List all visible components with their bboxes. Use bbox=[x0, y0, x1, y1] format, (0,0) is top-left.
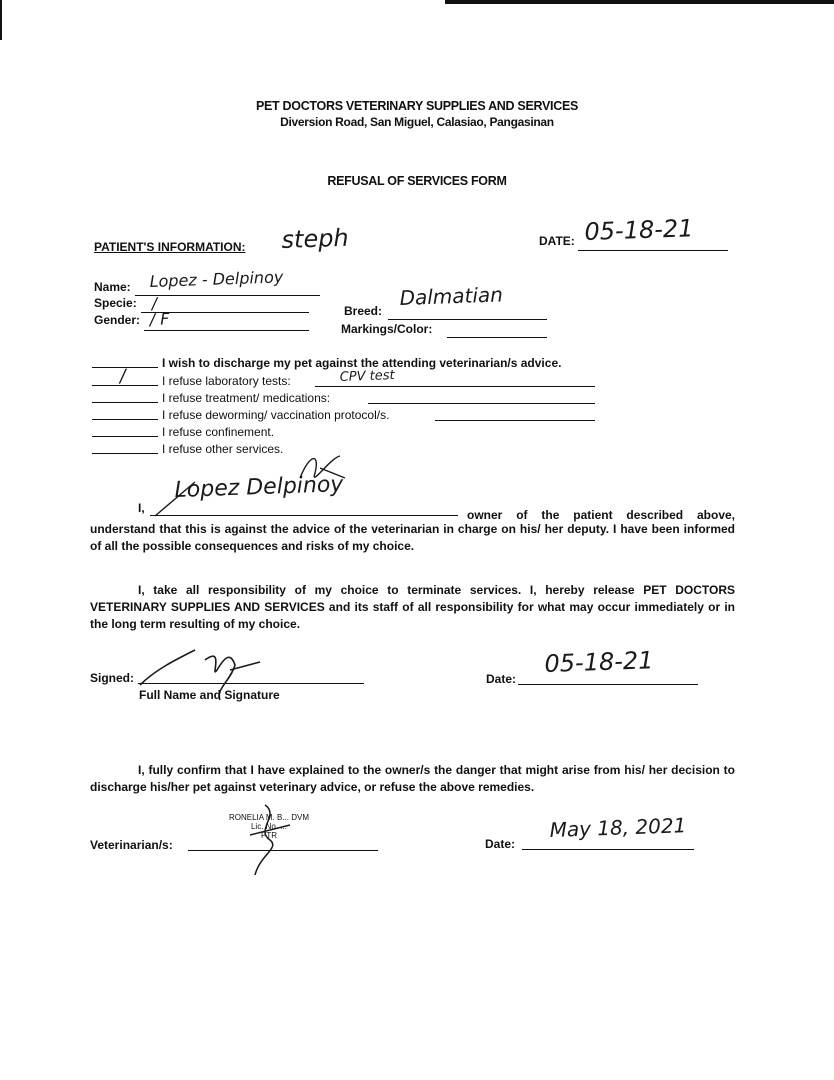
owner-suffix: owner of the patient described above, bbox=[467, 508, 735, 522]
signed-date-line bbox=[518, 684, 698, 685]
owner-name: Lopez Delpinoy bbox=[174, 472, 344, 503]
date-value: 05-18-21 bbox=[584, 214, 694, 246]
specie-label: Specie: bbox=[94, 296, 137, 310]
vet-stamp-name: RONELIA M. B... DVM bbox=[228, 813, 309, 822]
vet-signature bbox=[235, 800, 305, 880]
option-text: I wish to discharge my pet against the attending veterinarian/s advice. bbox=[162, 356, 562, 370]
signed-date-value: 05-18-21 bbox=[544, 646, 654, 678]
option-check-line bbox=[92, 419, 158, 420]
option-detail-line bbox=[368, 403, 595, 404]
option-text: I refuse treatment/ medications: bbox=[162, 391, 331, 405]
breed-label: Breed: bbox=[344, 304, 383, 318]
gender-value: / F bbox=[149, 309, 170, 329]
declaration-paragraph-2: I, take all responsibility of my choice to terminate services. I, hereby release PET DOCTORS VETERINARY SUPPLIES AND SERVICES and its staff of all responsibility for what may occur immediately or in the long term resulting of my choice. bbox=[90, 583, 735, 631]
vet-stamp-license: Lic. No. ... bbox=[250, 822, 287, 831]
patient-info-value: steph bbox=[281, 223, 350, 254]
scan-edge bbox=[445, 0, 834, 4]
breed-value: Dalmatian bbox=[399, 282, 504, 310]
option-text: I refuse confinement. bbox=[162, 425, 275, 439]
vet-date-line bbox=[522, 849, 694, 850]
signed-label: Signed: bbox=[90, 671, 134, 685]
owner-slash bbox=[150, 478, 200, 520]
name-label: Name: bbox=[94, 280, 131, 294]
patient-info-label: PATIENT'S INFORMATION: bbox=[94, 240, 246, 254]
date-line bbox=[578, 250, 728, 251]
option-text: I refuse other services. bbox=[162, 442, 284, 456]
option-row bbox=[90, 423, 610, 440]
signed-date-label: Date: bbox=[486, 672, 517, 686]
markings-line bbox=[447, 337, 547, 338]
option-detail-line bbox=[435, 420, 595, 421]
gender-line bbox=[144, 330, 309, 331]
option-check-line bbox=[92, 436, 158, 437]
confirmation-paragraph: I, fully confirm that I have explained to the owner/s the danger that might arise from his/ her decision to discharge his/her pet against veterinary advice, or refuse the above remedies. bbox=[90, 763, 735, 794]
name-value: Lopez - Delpinoy bbox=[149, 267, 284, 291]
option-detail-line bbox=[315, 386, 595, 387]
specie-value: / bbox=[151, 293, 158, 313]
name-line bbox=[135, 295, 320, 296]
option-mark: / bbox=[119, 365, 127, 387]
veterinarian-label: Veterinarian/s: bbox=[90, 838, 173, 852]
option-row bbox=[90, 406, 610, 423]
form-title: REFUSAL OF SERVICES FORM bbox=[327, 174, 507, 188]
breed-line bbox=[388, 319, 547, 320]
option-row bbox=[90, 389, 610, 406]
vet-date-value: May 18, 2021 bbox=[549, 813, 687, 842]
full-name-label: Full Name and Signature bbox=[139, 688, 280, 702]
option-detail: CPV test bbox=[339, 368, 395, 385]
option-check-line bbox=[92, 402, 158, 403]
company-address: Diversion Road, San Miguel, Calasiao, Pangasinan bbox=[280, 115, 554, 129]
gender-label: Gender: bbox=[94, 313, 141, 327]
option-text: I refuse deworming/ vaccination protocol/s. bbox=[162, 408, 390, 422]
scan-edge-left bbox=[0, 0, 2, 40]
options-list bbox=[90, 354, 610, 457]
company-name: PET DOCTORS VETERINARY SUPPLIES AND SERVICES bbox=[255, 99, 579, 113]
declaration-prefix: I, bbox=[138, 501, 145, 515]
markings-label: Markings/Color: bbox=[341, 322, 433, 336]
vet-date-label: Date: bbox=[485, 837, 516, 851]
vet-stamp-ptr: PTR bbox=[261, 831, 277, 840]
option-text: I refuse laboratory tests: bbox=[162, 374, 291, 388]
option-check-line bbox=[92, 453, 158, 454]
declaration-paragraph-1: understand that this is against the advice of the veterinarian in charge on his/ her deputy. I have been informed of all the possible consequences and risks of my choice. bbox=[90, 522, 735, 553]
option-row bbox=[90, 365, 610, 389]
date-label: DATE: bbox=[539, 234, 575, 248]
